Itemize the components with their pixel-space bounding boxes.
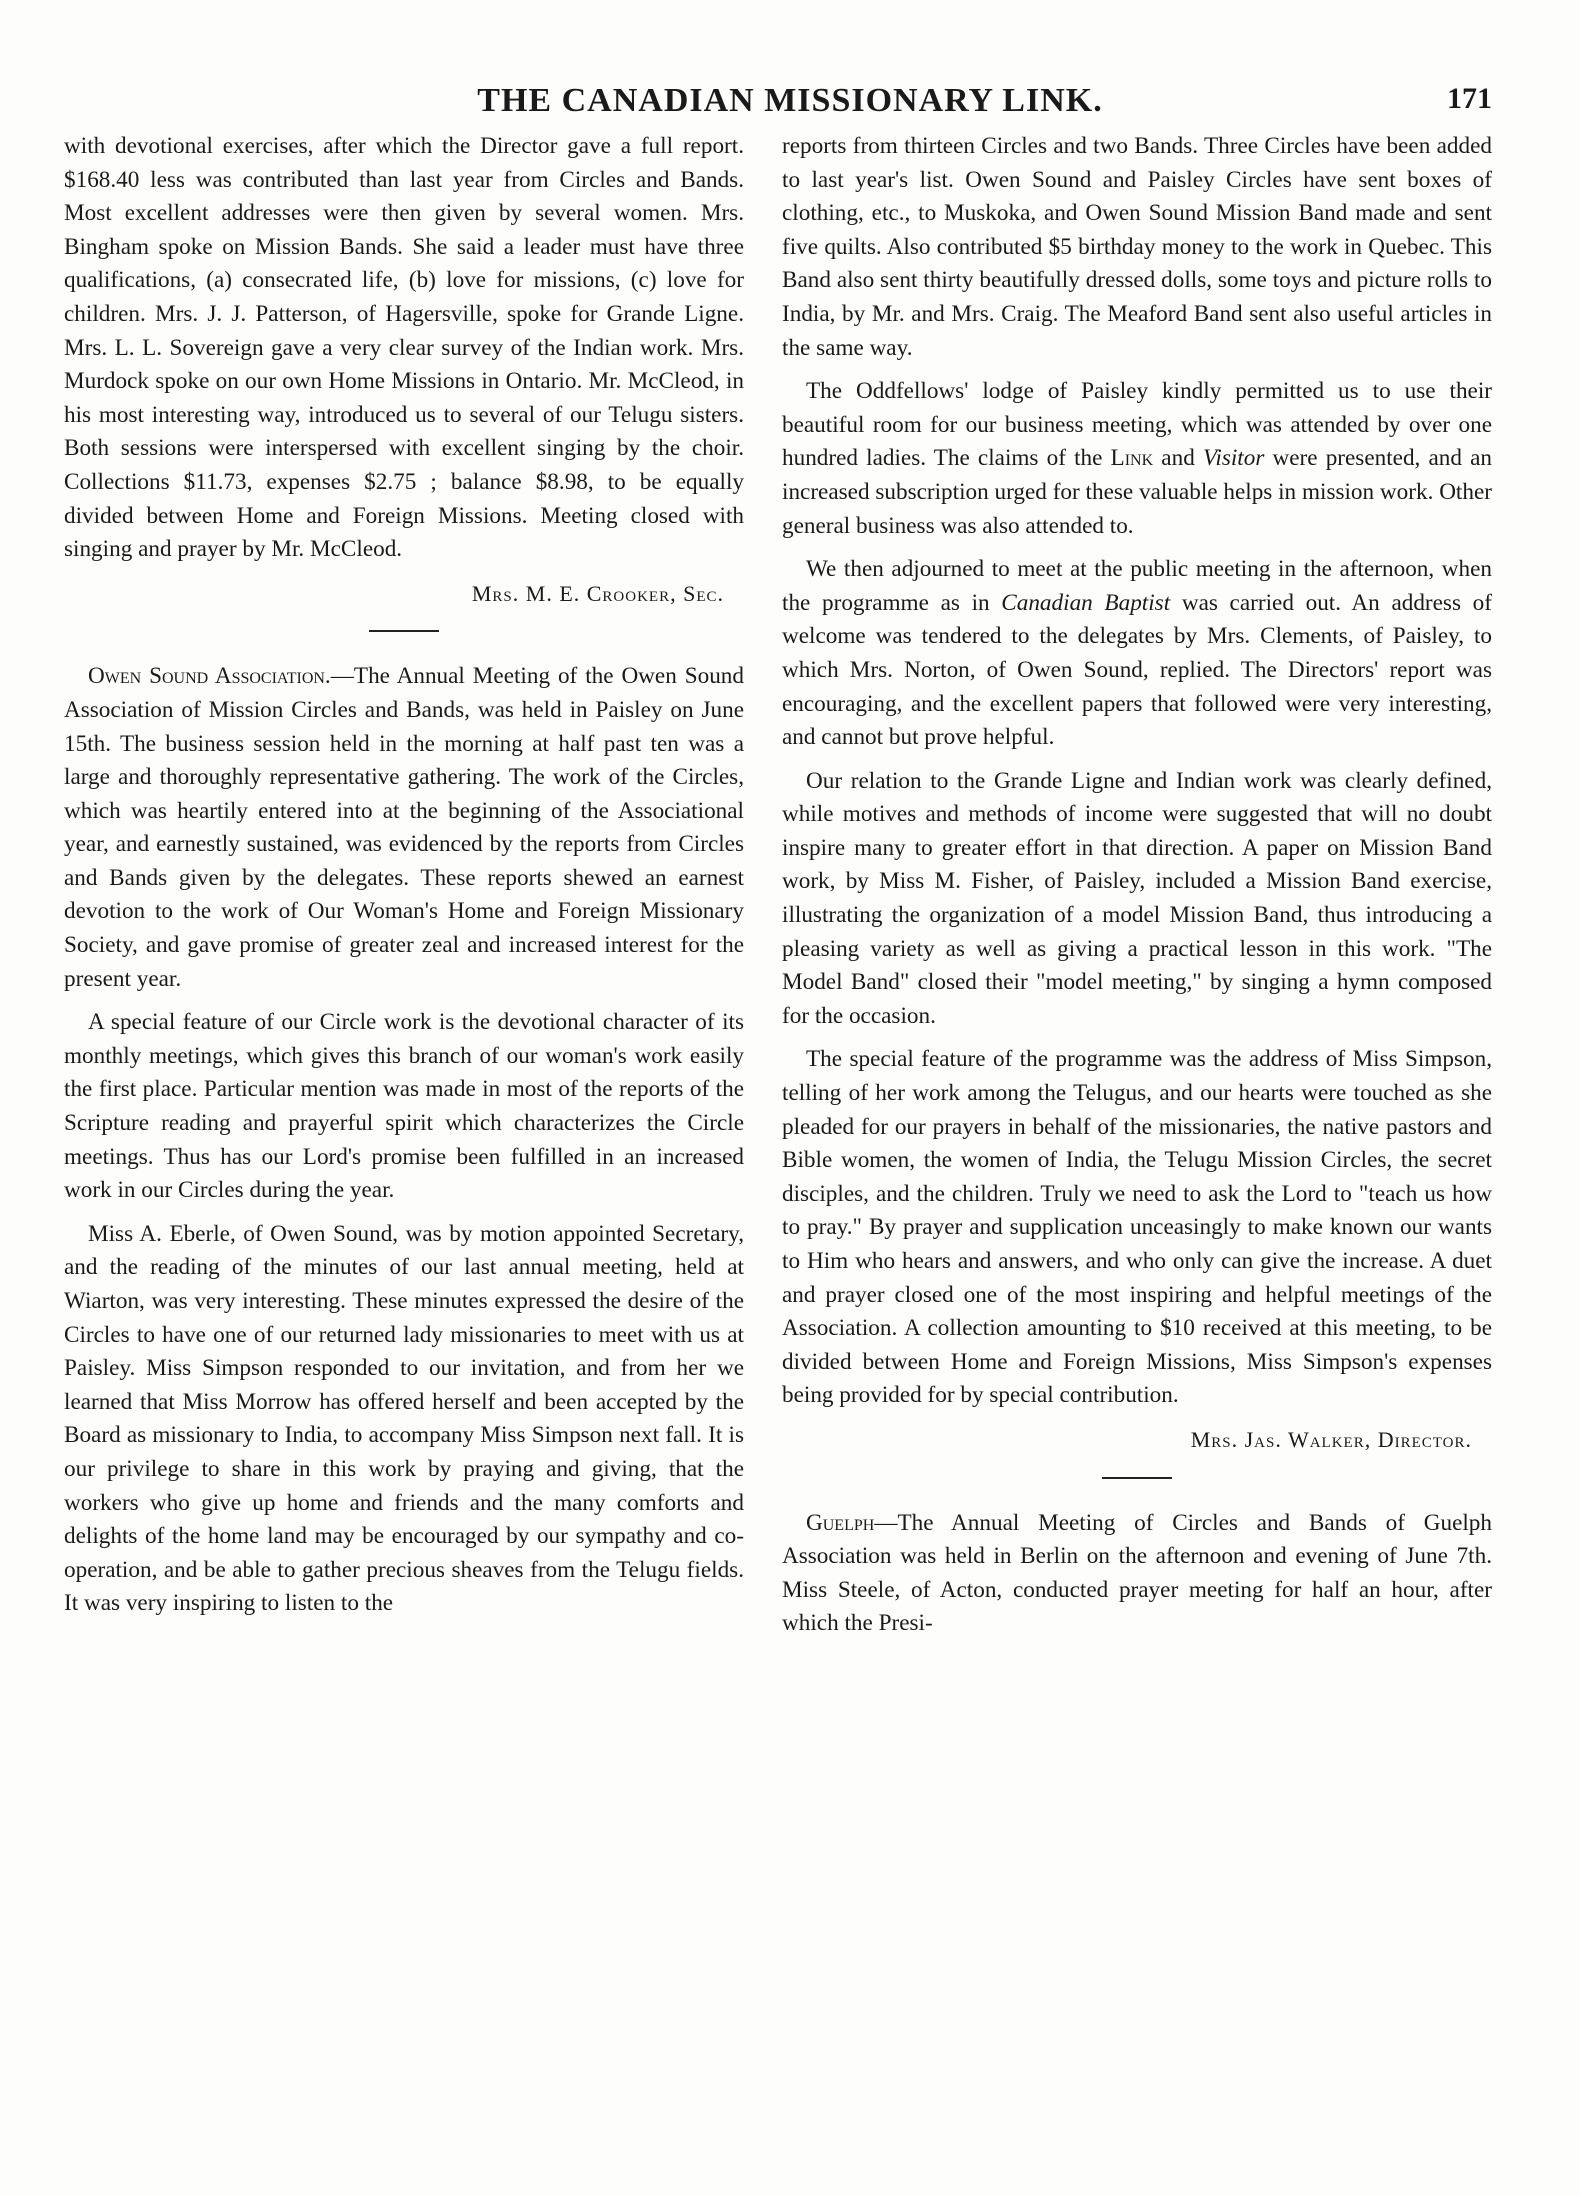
paragraph-text: were presented, and an increased subscription urged for these valuable helps in mission work. Other general business was also attended to.	[782, 445, 1492, 539]
signature: Mrs. M. E. Crooker, Sec.	[471, 580, 724, 606]
signature: Mrs. Jas. Walker, Director.	[1190, 1426, 1472, 1452]
left-column	[64, 130, 744, 1631]
paragraph-text: —The Annual Meeting of Circles and Bands of Guelph Association was held in Berlin on the afternoon and evening of June 7th. Miss Steele, of Acton, conducted prayer meeting for half an hour, after which the Presi-	[782, 1509, 1492, 1637]
paragraph	[782, 1507, 1492, 1641]
paragraph-text: —The Annual Meeting of the Owen Sound Association of Mission Circles and Bands, was held in Paisley on June 15th. The business session held in the morning at half past ten was a large and thoroughly representative gathering. The work of the Circles, which was heartily entered into at the beginning of the Associational year, and earnestly sustained, was evidenced by the reports from Circles and Bands given by the delegates. These reports shewed an earnest devotion to the work of Our Woman's Home and Foreign Missionary Society, and gave promise of greater zeal and increased interest for the present year.	[64, 663, 744, 992]
paragraph: A special feature of our Circle work is the devotional character of its monthly meetings, which gives this branch of our woman's work easily the first place. Particular mention was made in most of the reports of the Scripture reading and prayerful spirit which characterizes the Circle meetings. Thus has our Lord's promise been fulfilled in an increased work in our Circles during the year.	[64, 1009, 744, 1204]
link-reference: Link	[1110, 445, 1154, 472]
right-column	[782, 130, 1492, 1651]
page-number: 171	[1447, 82, 1492, 115]
paragraph	[64, 660, 744, 996]
paragraph-text: was carried out. An address of welcome was tendered to the delegates by Mrs. Clements, of Paisley, to which Mrs. Norton, of Owen Sound, replied. The Directors' report was encouraging, and the excellent papers that followed were very interesting, and cannot but prove helpful.	[782, 589, 1492, 751]
paragraph	[782, 375, 1492, 543]
paragraph-text: The Oddfellows' lodge of Paisley kindly permitted us to use their beautiful room for our business meeting, which was attended by over one hundred ladies. The claims of the	[782, 378, 1492, 472]
section-divider	[369, 630, 439, 632]
paragraph-text: We then adjourned to meet at the public meeting in the afternoon, when the programme as in	[782, 556, 1492, 616]
paragraph: reports from thirteen Circles and two Bands. Three Circles have been added to last year's list. Owen Sound and Paisley Circles have sent boxes of clothing, etc., to Muskoka, and Owen Sound Mission Band made and sent five quilts. Also contributed $5 birthday money to the work in Quebec. This Band also sent thirty beautifully dressed dolls, some toys and picture rolls to India, by Mr. and Mrs. Craig. The Meaford Band sent also useful articles in the same way.	[782, 133, 1492, 361]
paragraph	[782, 553, 1492, 755]
section-heading: Owen Sound Association.	[88, 663, 331, 690]
paragraph: with devotional exercises, after which the Director gave a full report. $168.40 less was contributed than last year from Circles and Bands. Most excellent addresses were then given by several women. Mrs. Bingham spoke on Mission Bands. She said a leader must have three qualifications, (a) consecrated life, (b) love for missions, (c) love for children. Mrs. J. J. Patterson, of Hagersville, spoke for Grande Ligne. Mrs. L. L. Sovereign gave a very clear survey of the Indian work. Mrs. Murdock spoke on our own Home Missions in Ontario. Mr. McCleod, in his most interesting way, introduced us to several of our Telugu sisters. Both sessions were interspersed with excellent singing by the choir. Collections $11.73, expenses $2.75 ; balance $8.98, to be equally divided between Home and Foreign Missions. Meeting closed with singing and prayer by Mr. McCleod.	[64, 133, 744, 563]
page-header	[60, 82, 1520, 126]
paragraph: The special feature of the programme was the address of Miss Simpson, telling of her work among the Telugus, and our hearts were touched as she pleaded for our prayers in behalf of the missionaries, the native pastors and Bible women, the women of India, the Telugu Mission Circles, the secret disciples, and the children. Truly we need to ask the Lord to "teach us how to pray." By prayer and supplication unceasingly to make known our wants to Him who hears and answers, and who only can give the increase. A duet and prayer closed one of the most inspiring and helpful meetings of the Association. A collection amounting to $10 received at this meeting, to be divided between Home and Foreign Missions, Miss Simpson's expenses being provided for by special contribution.	[782, 1046, 1492, 1409]
canadian-baptist-reference: Canadian Baptist	[1001, 589, 1171, 616]
paragraph-text: and	[1153, 445, 1203, 472]
paragraph: Our relation to the Grande Ligne and Indian work was clearly defined, while motives and methods of income were suggested that will no doubt inspire many to greater effort in that direction. A paper on Mission Band work, by Miss M. Fisher, of Paisley, included a Mission Band exercise, illustrating the organization of a model Mission Band, thus introducing a pleasing variety as well as giving a practical lesson in this work. "The Model Band" closed their "model meeting," by singing a hymn composed for the occasion.	[782, 767, 1492, 1029]
paragraph: Miss A. Eberle, of Owen Sound, was by motion appointed Secretary, and the reading of the minutes of our last annual meeting, held at Wiarton, was very interesting. These minutes expressed the desire of the Circles to have one of our returned lady missionaries to meet with us at Paisley. Miss Simpson responded to our invitation, and from her we learned that Miss Morrow has offered herself and been accepted by the Board as missionary to India, to accompany Miss Simpson next fall. It is our privilege to share in this work by praying and giving, that the workers who give up home and friends and the many comforts and delights of the home land may be encouraged by our sympathy and co-operation, and be able to gather precious sheaves from the Telugu fields. It was very inspiring to listen to the	[64, 1220, 744, 1617]
journal-title: THE CANADIAN MISSIONARY LINK.	[477, 82, 1103, 119]
section-divider	[1102, 1477, 1172, 1479]
visitor-reference: Visitor	[1202, 445, 1265, 472]
section-heading: Guelph	[806, 1509, 875, 1536]
